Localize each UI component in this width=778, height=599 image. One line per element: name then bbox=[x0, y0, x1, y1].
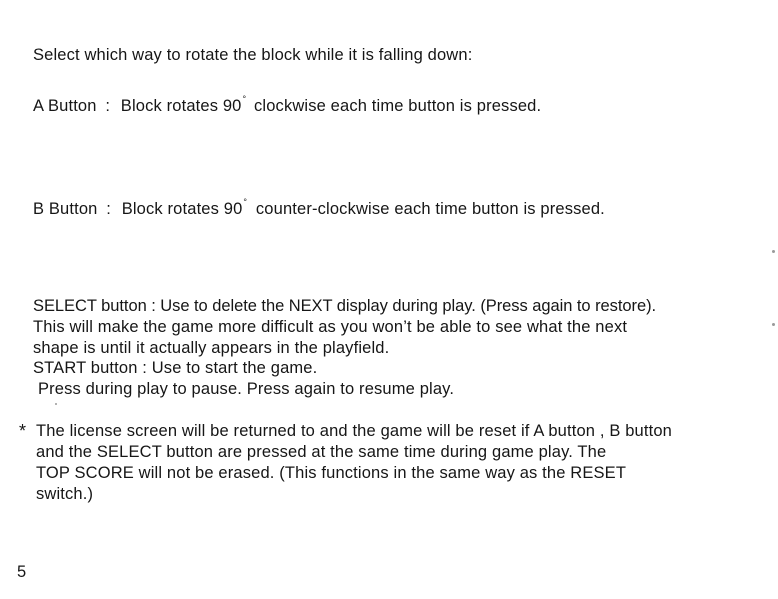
select-button-line-3: shape is until it actually appears in the playfield. bbox=[33, 339, 390, 357]
b-button-text-after: counter-clockwise each time button is pressed. bbox=[255, 200, 605, 218]
note-line-1: The license screen will be returned to and the game will be reset if A button , B button bbox=[36, 422, 672, 440]
b-button-description bbox=[33, 192, 605, 219]
note-line-3: TOP SCORE will not be erased. (This functions in the same way as the RESET bbox=[36, 464, 627, 482]
start-button-line-1: START button : Use to start the game. bbox=[33, 359, 318, 377]
scan-speck bbox=[772, 323, 775, 326]
a-button-text-before: Block rotates 90 bbox=[120, 97, 242, 115]
b-button-label: B Button bbox=[33, 200, 98, 218]
select-button-line-2: This will make the game more difficult as you won’t be able to see what the next bbox=[33, 318, 628, 336]
degree-symbol: ° bbox=[242, 94, 247, 104]
select-button-line-1: SELECT button : Use to delete the NEXT display during play. (Press again to restore). bbox=[33, 297, 657, 315]
intro-text: Select which way to rotate the block while it is falling down: bbox=[33, 46, 473, 64]
b-button-separator: : bbox=[106, 200, 111, 218]
start-button-line-2: Press during play to pause. Press again to resume play. bbox=[38, 380, 455, 398]
scan-speck bbox=[55, 403, 57, 405]
asterisk-marker: * bbox=[19, 421, 27, 441]
scan-speck bbox=[772, 250, 775, 253]
b-button-text-before: Block rotates 90 bbox=[121, 200, 243, 218]
a-button-label: A Button bbox=[33, 97, 97, 115]
page-number: 5 bbox=[17, 563, 27, 581]
a-button-description bbox=[33, 89, 541, 116]
a-button-separator: : bbox=[105, 97, 111, 115]
a-button-text-after: clockwise each time button is pressed. bbox=[254, 97, 542, 115]
degree-symbol: ° bbox=[243, 197, 248, 207]
note-line-4: switch.) bbox=[36, 485, 94, 503]
note-line-2: and the SELECT button are pressed at the same time during game play. The bbox=[36, 443, 607, 461]
